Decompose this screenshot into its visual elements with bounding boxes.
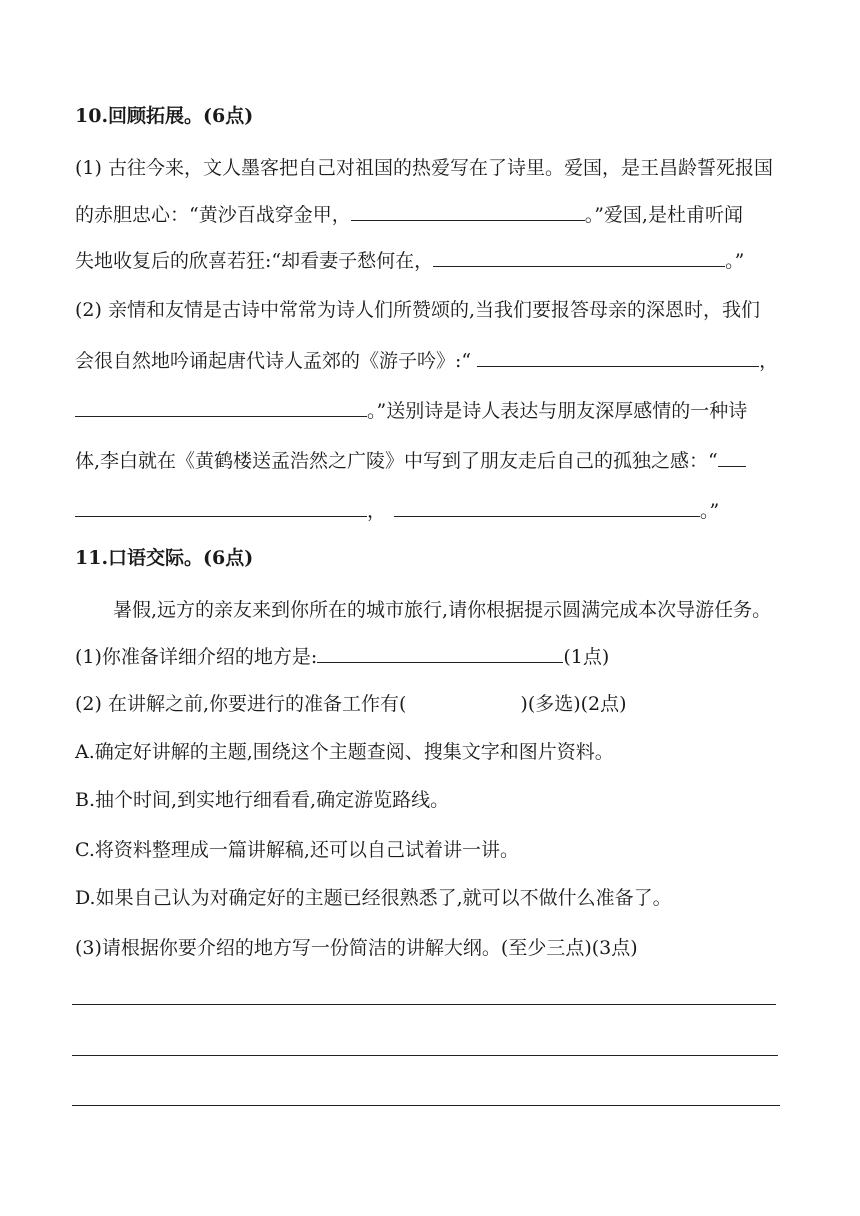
q11-sub2 xyxy=(75,690,627,718)
q10-part2-line5-text-b: ， xyxy=(367,500,387,522)
q11-sub1 xyxy=(75,642,609,671)
q10-part2-line2-text-a: 会很自然地吟诵起唐代诗人孟郊的《游子吟》:“ xyxy=(75,350,472,372)
q10-part2-line3-text-b: 。”送别诗是诗人表达与朋友深厚感情的一种诗 xyxy=(367,400,748,422)
answer-blank[interactable] xyxy=(718,446,746,467)
q10-part2-line5 xyxy=(75,496,719,525)
q11-sub1-text-a: (1)你准备详细介绍的地方是: xyxy=(75,646,318,668)
answer-blank[interactable] xyxy=(394,496,700,517)
q10-part2-line4 xyxy=(75,446,746,475)
option-d: D.如果自己认为对确定好的主题已经很熟悉了,就可以不做什么准备了。 xyxy=(75,887,672,909)
q11-sub2-text-a: (2) 在讲解之前,你要进行的准备工作有( xyxy=(75,693,407,715)
answer-line[interactable] xyxy=(72,1004,776,1005)
answer-line[interactable] xyxy=(72,1055,778,1056)
q10-part2-line4-text-a: 体,李白就在《黄鹤楼送孟浩然之广陵》中写到了朋友走后自己的孤独之感：“ xyxy=(75,450,718,472)
q10-part1-line3-text-b: 。” xyxy=(725,250,745,272)
q10-part1-line2-text-a: 的赤胆忠心：“黄沙百战穿金甲， xyxy=(75,204,351,226)
answer-blank[interactable] xyxy=(75,496,367,517)
answer-blank[interactable] xyxy=(433,246,725,267)
q10-part1-line1: (1) 古往今来，文人墨客把自己对祖国的热爱写在了诗里。爱国，是王昌龄誓死报国 xyxy=(75,157,773,179)
question-10-title: 10.回顾拓展。(6点) xyxy=(75,105,254,127)
answer-blank[interactable] xyxy=(75,396,367,417)
answer-blank[interactable] xyxy=(317,642,563,663)
q10-part2-line3 xyxy=(75,396,747,425)
answer-blank[interactable] xyxy=(477,346,759,367)
q10-part1-line2 xyxy=(75,200,743,229)
q11-intro: 暑假,远方的亲友来到你所在的城市旅行,请你根据提示圆满完成本次导游任务。 xyxy=(113,599,772,621)
option-c: C.将资料整理成一篇讲解稿,还可以自己试着讲一讲。 xyxy=(75,839,519,861)
q10-part1-line3 xyxy=(75,246,744,275)
answer-line[interactable] xyxy=(72,1105,780,1106)
q11-sub1-text-b: (1点) xyxy=(563,646,610,668)
q10-part2-line1: (2) 亲情和友情是古诗中常常为诗人们所赞颂的,当我们要报答母亲的深恩时，我们 xyxy=(75,299,760,321)
option-a: A.确定好讲解的主题,围绕这个主题查阅、搜集文字和图片资料。 xyxy=(75,741,614,763)
question-11-title: 11.口语交际。(6点) xyxy=(75,547,254,569)
answer-blank[interactable] xyxy=(351,200,585,221)
q10-part1-line2-text-b: 。”爱国,是杜甫听闻 xyxy=(584,204,743,226)
q11-sub2-text-b: )(多选)(2点) xyxy=(520,693,627,715)
q10-part2-line5-text-c: 。” xyxy=(700,500,720,522)
q10-part2-line2 xyxy=(75,346,778,375)
q10-part2-line2-text-b: ， xyxy=(759,350,779,372)
q11-sub3: (3)请根据你要介绍的地方写一份简洁的讲解大纲。(至少三点)(3点) xyxy=(75,937,638,959)
option-b: B.抽个时间,到实地行细看看,确定游览路线。 xyxy=(75,789,450,811)
q10-part1-line3-text-a: 失地收复后的欣喜若狂:“却看妻子愁何在， xyxy=(75,250,434,272)
